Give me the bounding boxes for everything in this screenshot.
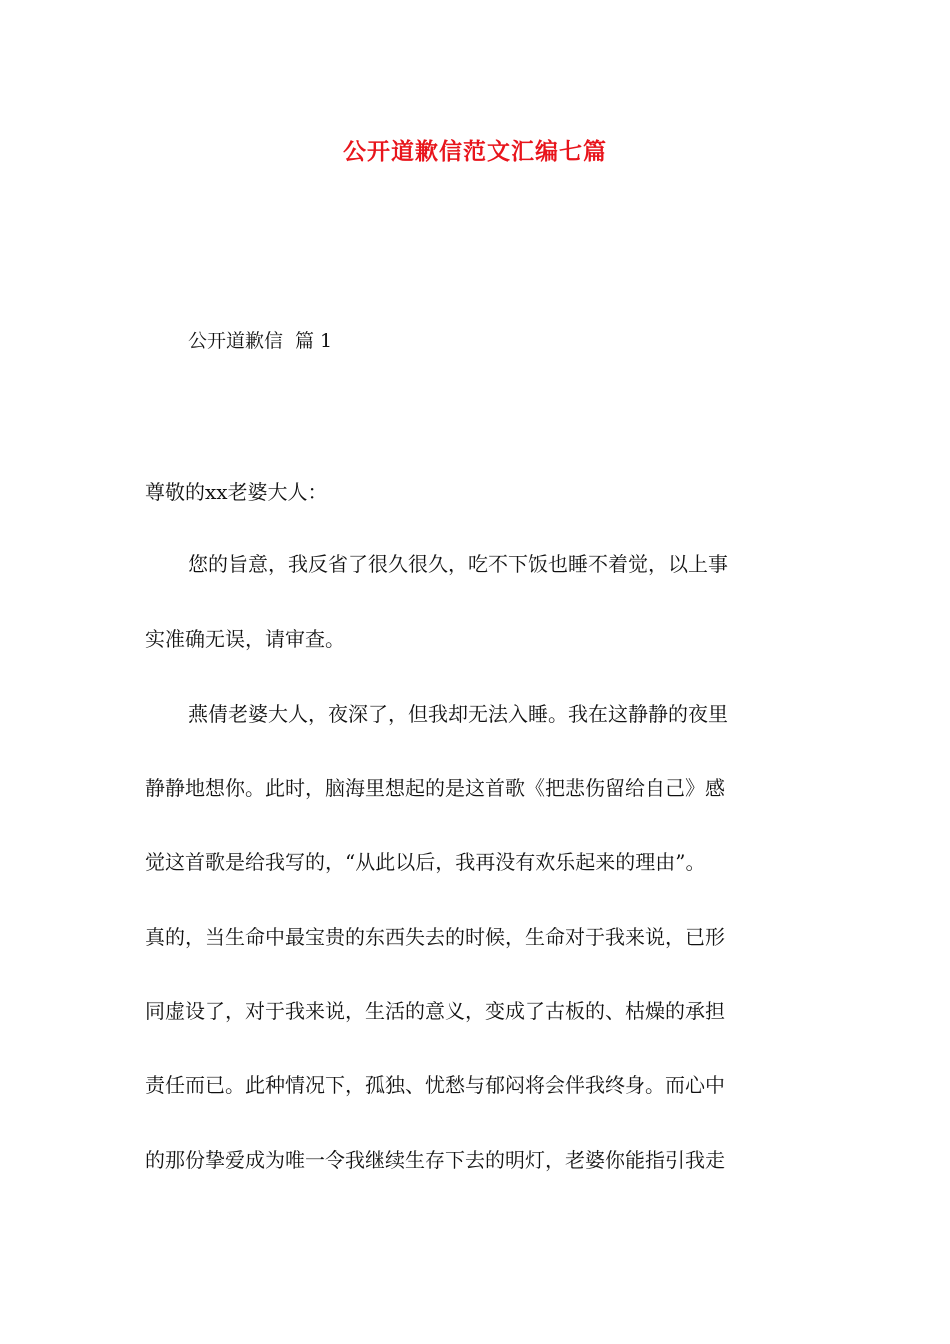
paragraph-2-line-6: 责任而已。此种情况下，孤独、忧愁与郁闷将会伴我终身。而心中 bbox=[145, 1073, 725, 1097]
paragraph-2-line-7: 的那份挚爱成为唯一令我继续生存下去的明灯，老婆你能指引我走 bbox=[145, 1148, 725, 1172]
paragraph-2-line-4: 真的，当生命中最宝贵的东西失去的时候，生命对于我来说，已形 bbox=[145, 925, 725, 949]
paragraph-2-line-1: 燕倩老婆大人，夜深了，但我却无法入睡。我在这静静的夜里 bbox=[188, 702, 728, 726]
paragraph-2-line-3: 觉这首歌是给我写的，“从此以后，我再没有欢乐起来的理由”。 bbox=[145, 850, 706, 874]
section-heading-label: 公开道歉信 bbox=[188, 330, 284, 352]
section-heading-number: 篇 1 bbox=[295, 330, 333, 352]
paragraph-1-line-2: 实准确无误，请审查。 bbox=[145, 627, 345, 651]
paragraph-2-line-2: 静静地想你。此时，脑海里想起的是这首歌《把悲伤留给自己》感 bbox=[145, 776, 725, 800]
paragraph-2-line-5: 同虚设了，对于我来说，生活的意义，变成了古板的、枯燥的承担 bbox=[145, 999, 725, 1023]
paragraph-1-line-1: 您的旨意，我反省了很久很久，吃不下饭也睡不着觉，以上事 bbox=[188, 552, 728, 576]
section-heading bbox=[188, 326, 332, 356]
document-title: 公开道歉信范文汇编七篇 bbox=[343, 138, 607, 165]
salutation: 尊敬的xx老婆大人： bbox=[145, 480, 328, 504]
